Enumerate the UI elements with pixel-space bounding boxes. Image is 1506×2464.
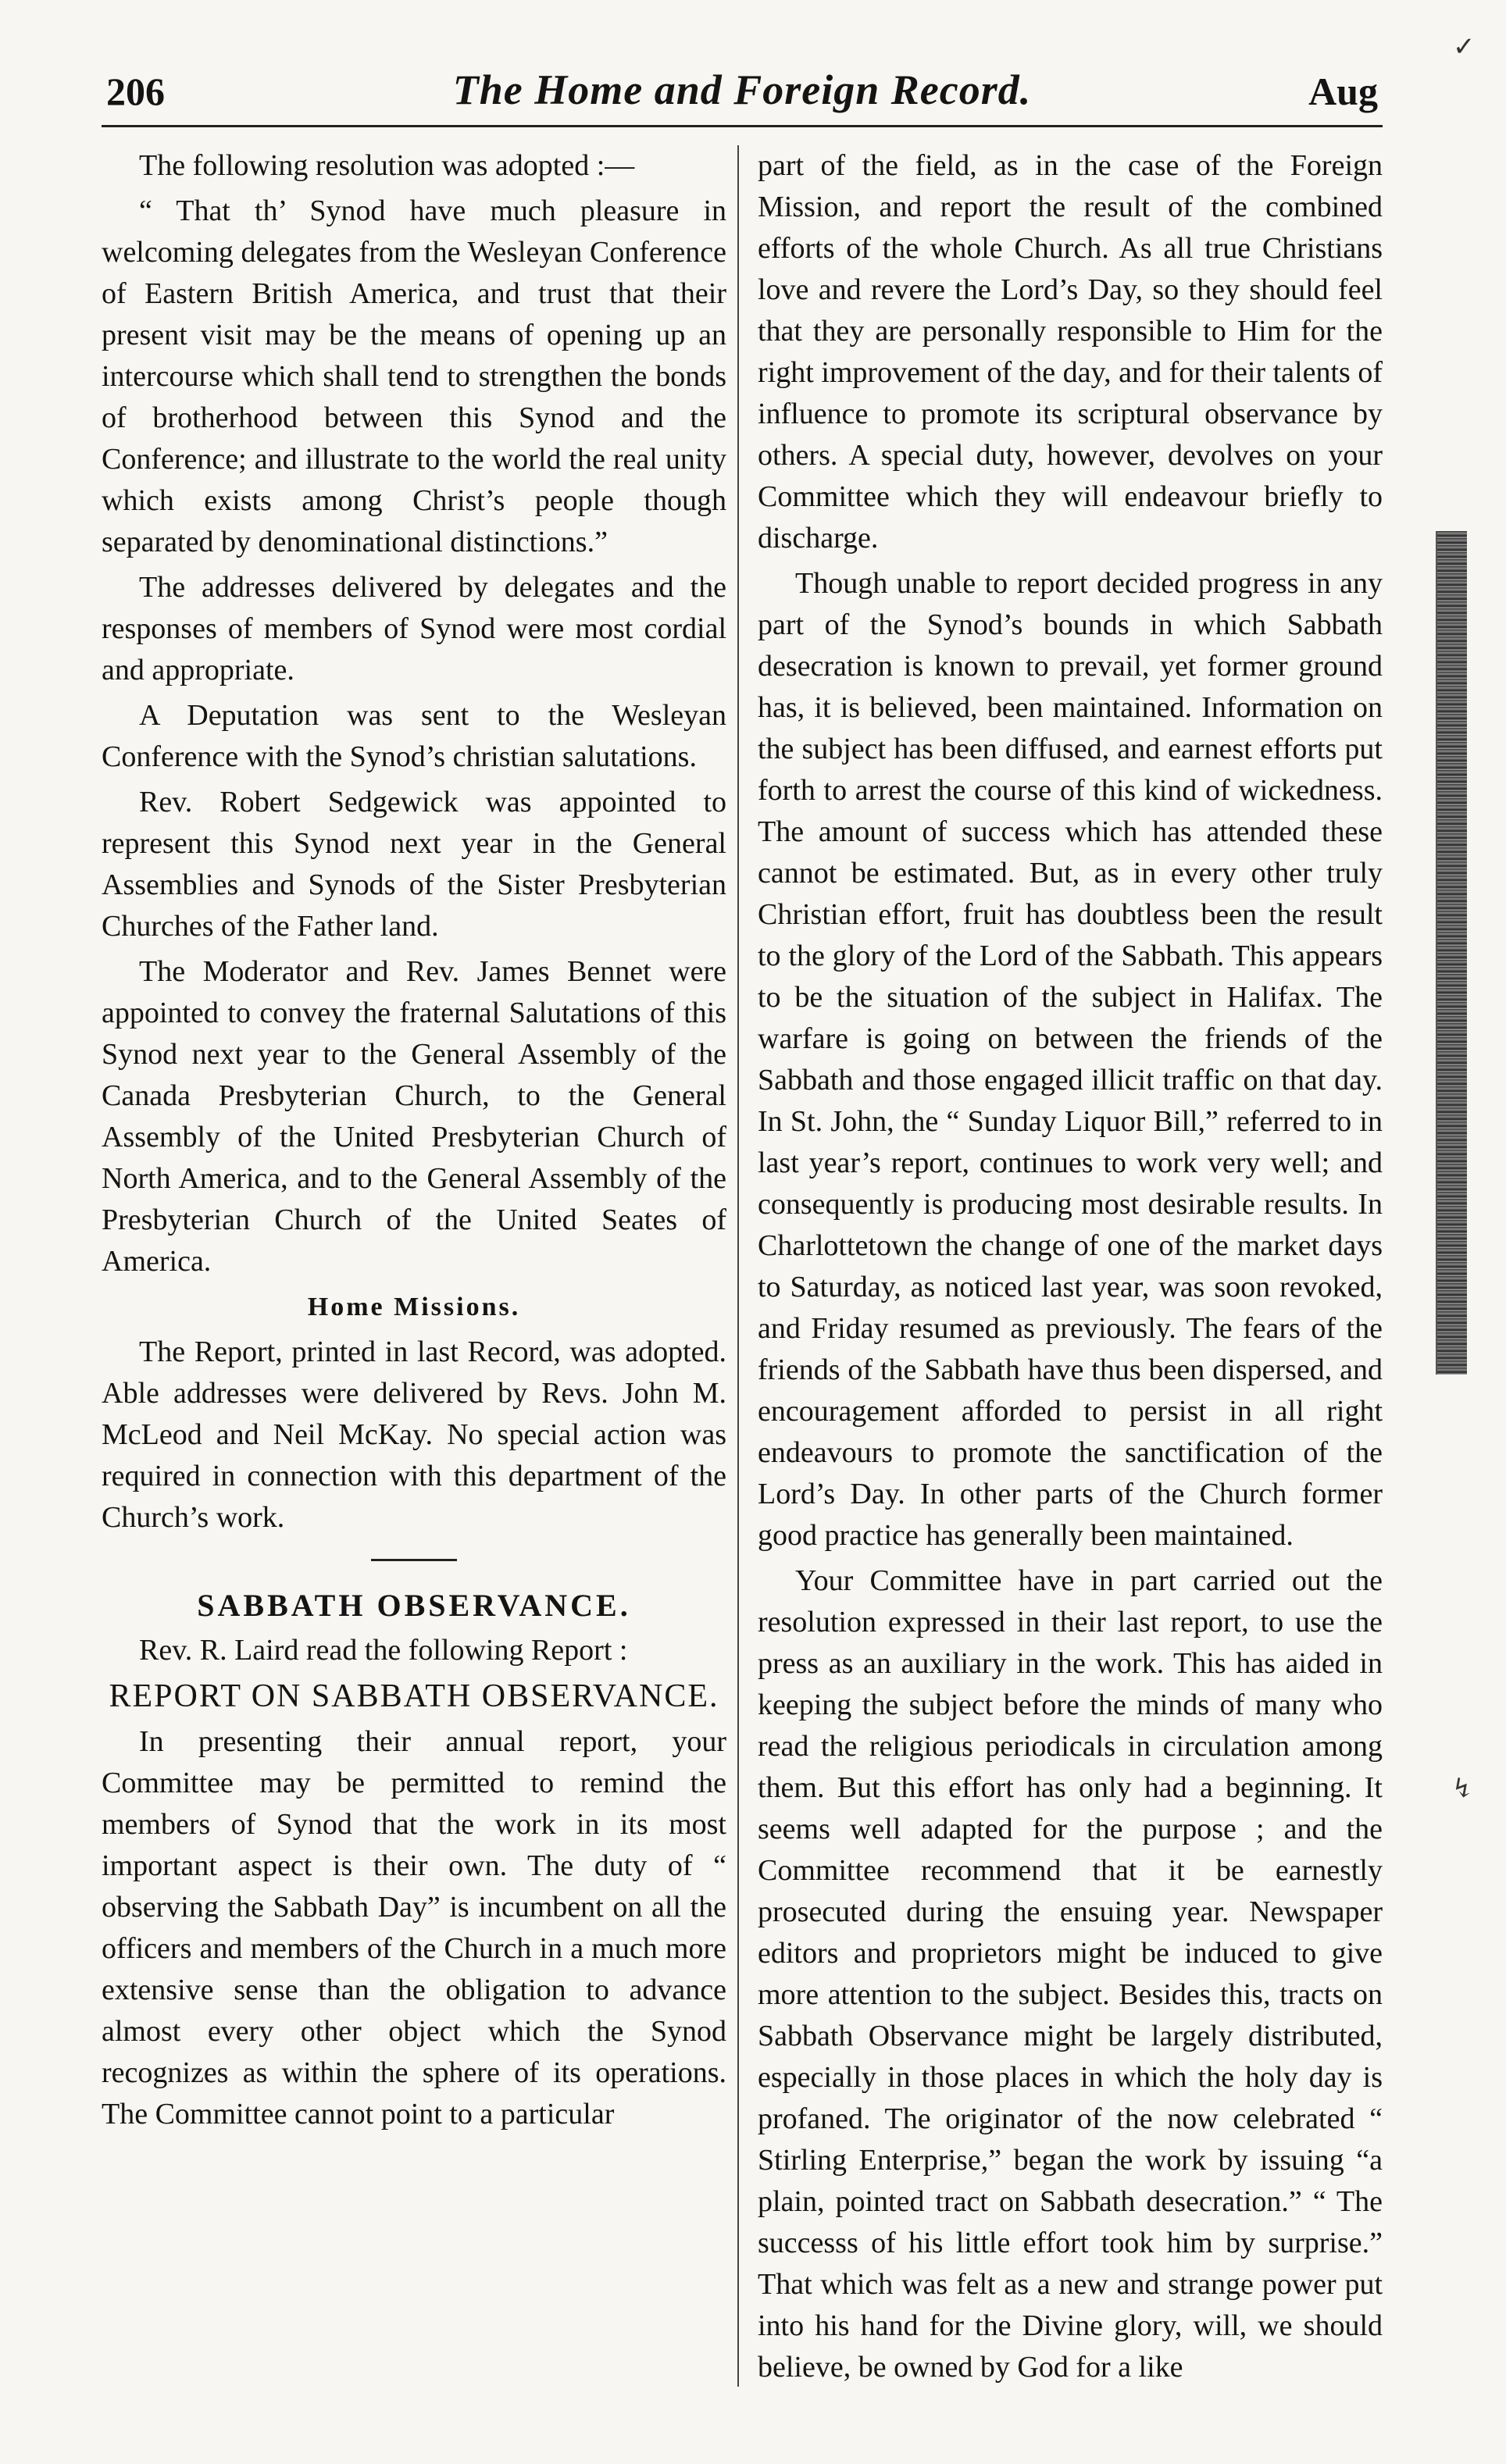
arrow-mark-icon: ↯ xyxy=(1451,1774,1474,1803)
report-press: Your Committee have in part carried out the resolution expressed in their last report, to use the press as an auxiliary in the work. This has aided in keeping the subject before the minds of many who read the religious periodicals in circulation among them. But this effort has only had a beginning. It seems well adapted for the purpose ; and the Committee recommend that it be earnestly prosecuted during the ensuing year. Newspaper editors and proprietors might be induced to give more attention to the subject. Besides this, tracts on Sabbath Observance might be largely distributed, especially in those places in which the holy day is profaned. The originator of the now celebrated “ Stirling Enterprise,” began the work by issuing “a plain, pointed tract on Sabbath desecration.” “ The successs of his little effort took him by surprise.” That which was felt as a new and strange power put into his hand for the Divine glory, will, we should believe, be owned by God for a like xyxy=(758,1564,1383,2384)
report-opening: In presenting their annual report, your Committee may be permitted to remind the members of Synod that the work in its most important aspect is their own. The duty of “ observing the Sabbath Day” is incumbent on all the officers and members of the Church in a much more extensive sense than the obligation to advance almost every other object which the Synod recognizes as within the sphere of its operations. The Committee cannot point to a particular xyxy=(102,1725,726,2131)
paragraph-deputation: A Deputation was sent to the Wesleyan Conference with the Synod’s christian salutations. xyxy=(102,699,726,773)
paragraph-sedgewick: Rev. Robert Sedgewick was appointed to represent this Synod next year in the General Assemblies and Synods of the Sister Presbyterian Churches of the Father land. xyxy=(102,786,726,943)
resolution-intro: The following resolution was adopted :— xyxy=(139,149,635,182)
scan-margin-strip xyxy=(1436,531,1467,1375)
report-title: REPORT ON SABBATH OBSERVANCE. xyxy=(109,1678,719,1714)
paragraph-addresses: The addresses delivered by delegates and the responses of members of Synod were most cordial and appropriate. xyxy=(102,571,726,686)
running-header xyxy=(102,62,1383,127)
resolution-quote: “ That th’ Synod have much pleasure in welcoming delegates from the Wesleyan Conference of Eastern British America, and trust that their present visit may be the means of opening up an intercourse which shall tend to strengthen the bonds of brotherhood between this Synod and the Conference; and illustrate to the world the real unity which exists among Christ’s people though separated by denominational distinctions.” xyxy=(102,194,726,558)
home-missions-heading: Home Missions. xyxy=(307,1293,521,1321)
section-divider xyxy=(371,1559,457,1561)
running-title: The Home and Foreign Record. xyxy=(452,66,1032,113)
check-mark-icon: ✓ xyxy=(1453,33,1476,62)
running-month: Aug xyxy=(1308,70,1378,113)
page-number: 206 xyxy=(106,70,165,113)
report-intro: Rev. R. Laird read the following Report : xyxy=(139,1634,628,1667)
left-column xyxy=(102,145,726,2387)
sabbath-observance-heading: SABBATH OBSERVANCE. xyxy=(197,1588,631,1623)
report-continuation: part of the field, as in the case of the Foreign Mission, and report the result of the combined efforts of the whole Church. As all true Christians love and revere the Lord’s Day, so they should feel that they are personally responsible to Him for the right improvement of the day, and for their talents of influence to promote its scriptural observance by others. A special duty, however, devolves on your Committee which they will endeavour briefly to discharge. xyxy=(758,149,1383,554)
right-column xyxy=(758,145,1383,2387)
paragraph-moderator: The Moderator and Rev. James Bennet were appointed to convey the fraternal Salutations of this Synod next year to the General Assembly of the Canada Presbyterian Church, to the General Assembly of the United Presbyterian Church of North America, and to the General Assembly of the Presbyterian Church of the United Seates of America. xyxy=(102,955,726,1278)
column-rule xyxy=(737,145,739,2387)
report-progress: Though unable to report decided progress in any part of the Synod’s bounds in which Sabbath desecration is known to prevail, yet former ground has, it is believed, been maintained. Information on the subject has been diffused, and earnest efforts put forth to arrest the course of this kind of wickedness. The amount of success which has attended these cannot be estimated. But, as in every other truly Christian effort, fruit has doubtless been the result to the glory of the Lord of the Sabbath. This appears to be the situation of the subject in Halifax. The warfare is going on between the friends of the Sabbath and those engaged illicit traffic on that day. In St. John, the “ Sunday Liquor Bill,” referred to in last year’s report, continues to work very well; and consequently is producing most desirable results. In Charlottetown the change of one of the market days to Saturday, as noticed last year, was soon revoked, and Friday resumed as previously. The fears of the friends of the Sabbath have thus been dispersed, and encouragement afforded to persist in all right endeavours to promote the sanctification of the Lord’s Day. In other parts of the Church former good practice has generally been maintained. xyxy=(758,567,1383,1552)
home-missions-text: The Report, printed in last Record, was adopted. Able addresses were delivered by Revs. John M. McLeod and Neil McKay. No special action was required in connection with this department of the Church’s work. xyxy=(102,1335,726,1534)
